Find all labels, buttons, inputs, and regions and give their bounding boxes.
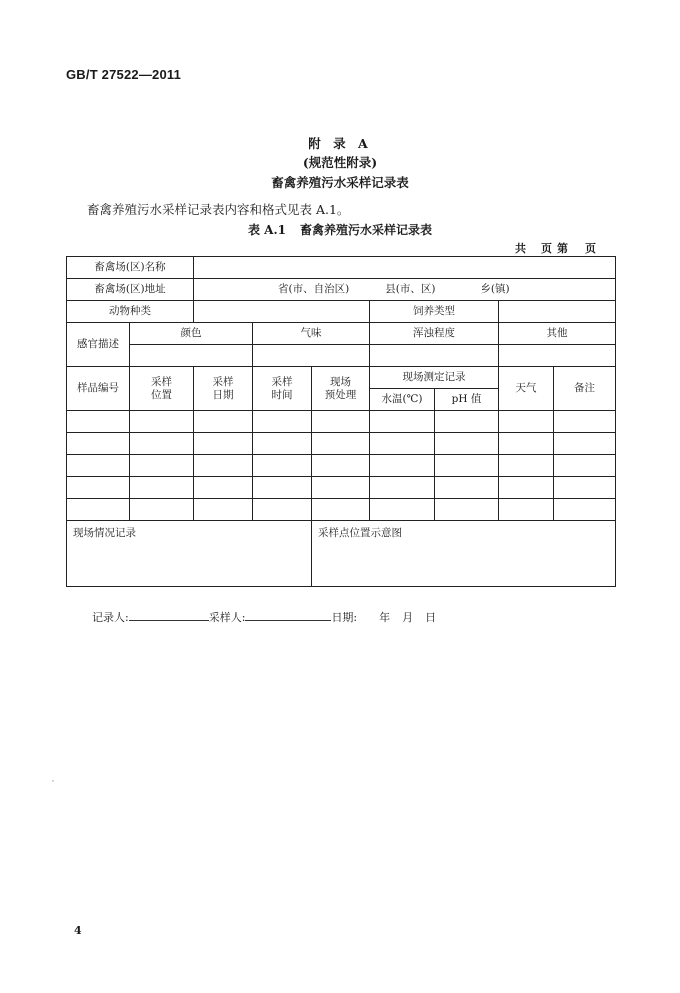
table-row — [67, 433, 616, 455]
feeding-type-field[interactable] — [499, 301, 616, 323]
date-year: 年 — [379, 611, 391, 624]
site-notes-field[interactable] — [67, 521, 312, 587]
table-row — [67, 455, 616, 477]
page-number: 4 — [74, 924, 82, 937]
table-row — [67, 411, 616, 433]
weather-header: 天气 — [499, 367, 554, 411]
table-caption — [0, 221, 680, 238]
scan-speck — [52, 780, 54, 782]
odor-field[interactable] — [253, 345, 370, 367]
animal-species-field[interactable] — [194, 301, 370, 323]
table-number: 表 A.1 — [247, 223, 286, 237]
date-month: 月 — [402, 611, 414, 624]
document-title: 畜禽养殖污水采样记录表 — [271, 175, 409, 190]
odor-label: 气味 — [253, 323, 370, 345]
page-counter-nth: 第 — [557, 242, 568, 255]
feeding-type-label: 饲养类型 — [370, 301, 499, 323]
appendix-title: 附 录 A — [308, 136, 372, 151]
site-notes-label: 现场情况记录 — [73, 527, 136, 539]
page-counter-page: 页 — [541, 242, 552, 255]
sampling-record-form — [66, 256, 616, 587]
farm-address-label: 畜禽场(区)地址 — [67, 279, 194, 301]
sampler-label: 采样人: — [208, 611, 246, 624]
sample-no-header: 样品编号 — [67, 367, 130, 411]
turbidity-label: 浑浊程度 — [370, 323, 499, 345]
intro-paragraph: 畜禽养殖污水采样记录表内容和格式见表 A.1。 — [87, 202, 350, 217]
recorder-field[interactable] — [129, 610, 209, 621]
standard-code: GB/T 27522—2011 — [66, 67, 182, 82]
page-counter-page2: 页 — [585, 242, 596, 255]
recorder-label: 记录人: — [92, 611, 129, 624]
farm-name-field[interactable] — [194, 257, 616, 279]
onsite-measurement-header: 现场测定记录 — [370, 367, 499, 389]
color-label: 颜色 — [130, 323, 253, 345]
other-label: 其他 — [499, 323, 616, 345]
ph-header: pH 值 — [435, 389, 499, 411]
address-town: 乡(镇) — [480, 283, 510, 295]
remarks-header: 备注 — [554, 367, 616, 411]
signature-line — [92, 609, 436, 625]
table-row — [67, 477, 616, 499]
water-temp-header: 水温(℃) — [370, 389, 435, 411]
date-day: 日 — [425, 611, 437, 624]
sampler-field[interactable] — [245, 610, 331, 621]
appendix-type: (规范性附录) — [302, 155, 378, 170]
site-map-label: 采样点位置示意图 — [318, 527, 403, 539]
address-county: 县(市、区) — [385, 283, 436, 295]
sample-date-header: 采样 日期 — [194, 367, 253, 411]
turbidity-field[interactable] — [370, 345, 499, 367]
date-label: 日期: — [331, 611, 358, 624]
other-field[interactable] — [499, 345, 616, 367]
sample-time-header: 采样 时间 — [253, 367, 312, 411]
sample-location-header: 采样 位置 — [130, 367, 194, 411]
page-counter — [515, 240, 596, 256]
sensory-label: 感官描述 — [67, 323, 130, 367]
page-counter-total: 共 — [515, 242, 526, 255]
farm-name-label: 畜禽场(区)名称 — [67, 257, 194, 279]
farm-address-field[interactable] — [194, 279, 616, 301]
table-row — [67, 499, 616, 521]
color-field[interactable] — [130, 345, 253, 367]
address-province: 省(市、自治区) — [278, 283, 350, 295]
onsite-pretreatment-header: 现场 预处理 — [312, 367, 370, 411]
animal-species-label: 动物种类 — [67, 301, 194, 323]
site-map-field[interactable] — [312, 521, 616, 587]
table-title: 畜禽养殖污水采样记录表 — [300, 223, 433, 237]
